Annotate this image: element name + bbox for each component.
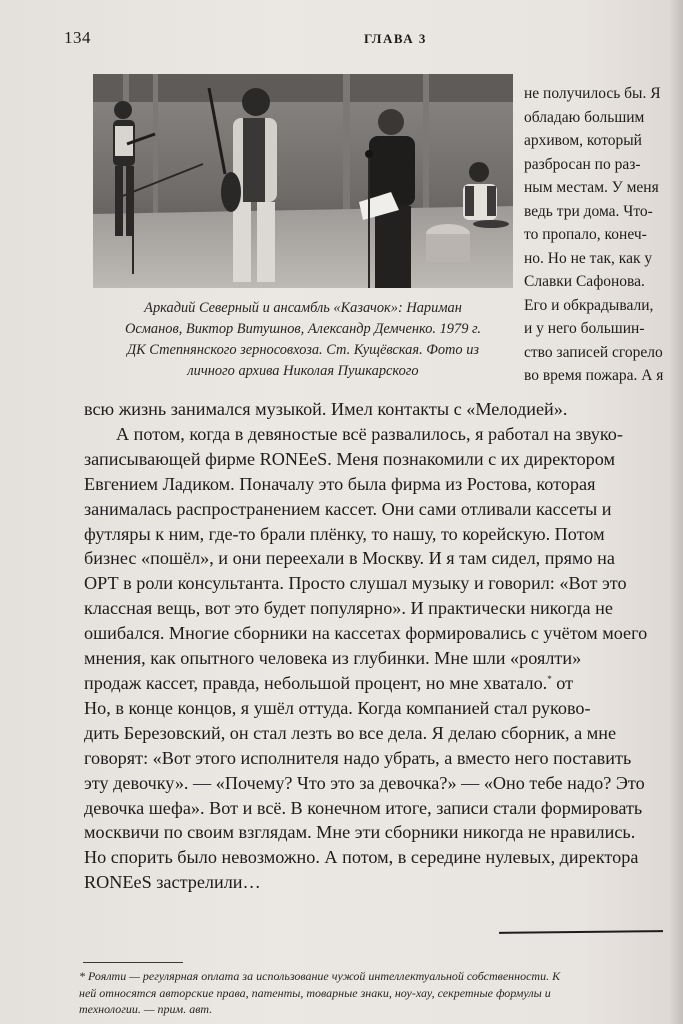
page-edge-shadow bbox=[669, 0, 683, 1024]
caption-line: Аркадий Северный и ансамбль «Казачок»: Нариман bbox=[144, 300, 462, 316]
section-end-rule bbox=[499, 930, 663, 934]
body-line: мнения, как опытного человека из глубинки. Мне шли «роялти» bbox=[84, 648, 582, 669]
body-line-text: продаж кассет, правда, небольшой процент, но мне хватало. bbox=[84, 672, 548, 693]
body-line: эту девочку». — «Почему? Что это за девочка?» — «Оно тебе надо? Это bbox=[84, 772, 645, 793]
body-line: классная вещь, вот это будет популярно». И практически никогда не bbox=[84, 598, 613, 619]
body-line: футляры к ним, где-то брали плёнку, то нашу, то корейскую. Потом bbox=[84, 523, 605, 544]
side-text-line: Его и обкрадывали, bbox=[524, 296, 654, 314]
side-text-line: и у него большин- bbox=[524, 320, 645, 337]
footnote-line: технологии. — прим. авт. bbox=[79, 1002, 213, 1016]
wrapped-text-column bbox=[524, 82, 668, 388]
caption-line: ДК Степнянского зерносовхоза. Ст. Кущёвская. Фото из bbox=[126, 342, 480, 358]
body-line: RONEeS застрелили… bbox=[84, 872, 261, 893]
side-text-line: ведь три дома. Что- bbox=[524, 202, 653, 220]
footnote-line: * Роялти — регулярная оплата за использование чужой интеллектуальной собственности. К bbox=[79, 969, 561, 983]
body-text bbox=[84, 397, 668, 895]
side-text-line: Славки Сафонова. bbox=[524, 273, 645, 290]
footnote-separator bbox=[83, 962, 183, 963]
caption-line: Османов, Виктор Витушнов, Александр Демченко. 1979 г. bbox=[124, 321, 482, 337]
concert-photo-illustration bbox=[93, 74, 513, 288]
body-line: ошибался. Многие сборники на кассетах формировались с учётом моего bbox=[84, 623, 648, 644]
side-text-line: не получилось бы. Я bbox=[524, 85, 661, 102]
side-text-line: обладаю большим bbox=[524, 108, 645, 126]
photo-caption bbox=[86, 298, 520, 382]
body-line: девочка шефа». Вот и всё. В конечном итоге, записи стали формировать bbox=[84, 797, 643, 818]
body-line: Но, в конце концов, я ушёл оттуда. Когда компанией стал руково- bbox=[84, 697, 591, 718]
side-text-line: но. Но не так, как у bbox=[524, 249, 653, 267]
footnote-marker: * bbox=[547, 673, 552, 684]
side-text-line: разбросан по раз- bbox=[524, 155, 641, 173]
body-line: занималась распространением кассет. Они сами отливали кассеты и bbox=[84, 498, 612, 519]
body-line-tail: от bbox=[551, 672, 574, 693]
caption-line: личного архива Николая Пушкарского bbox=[187, 363, 419, 379]
page-number: 134 bbox=[64, 28, 91, 47]
body-line: записывающей фирме RONEeS. Меня познакомили с их директором bbox=[84, 448, 616, 469]
body-line-with-footnote bbox=[84, 671, 668, 696]
footnote-line: ней относятся авторские права, патенты, товарные знаки, ноу-хау, секретные формулы и bbox=[79, 985, 551, 1000]
side-text-line: ство записей сгорело bbox=[524, 343, 663, 361]
body-line: москвичи по своим взглядам. Мне эти сборники никогда не нравились. bbox=[84, 822, 636, 843]
body-line: Но спорить было невозможно. А потом, в середине нулевых, директора bbox=[84, 847, 639, 868]
paragraph-start-line: А потом, когда в девяностые всё развалилось, я работал на звуко- bbox=[116, 423, 623, 444]
side-text-line: архивом, который bbox=[524, 132, 642, 149]
running-head: ГЛАВА 3 bbox=[364, 31, 427, 46]
body-line: всю жизнь занимался музыкой. Имел контакты с «Мелодией». bbox=[84, 399, 568, 419]
side-text-line: ным местам. У меня bbox=[524, 179, 659, 196]
side-text-line: то пропало, конеч- bbox=[524, 226, 647, 243]
footnote bbox=[79, 968, 669, 1018]
body-line: бизнес «пошёл», и они переехали в Москву. И я там сидел, прямо на bbox=[84, 548, 615, 569]
body-line: говорят: «Вот этого исполнителя надо убрать, а вместо него поставить bbox=[84, 747, 632, 768]
body-line: Евгением Ладиком. Поначалу это была фирма из Ростова, которая bbox=[84, 473, 596, 494]
body-line: ОРТ в роли консультанта. Просто слушал музыку и говорил: «Вот это bbox=[84, 573, 627, 594]
archival-photo bbox=[93, 74, 513, 288]
body-line: дить Березовский, он стал лезть во все дела. Я делаю сборник, а мне bbox=[84, 722, 617, 743]
side-text-line: во время пожара. А я bbox=[524, 367, 664, 384]
